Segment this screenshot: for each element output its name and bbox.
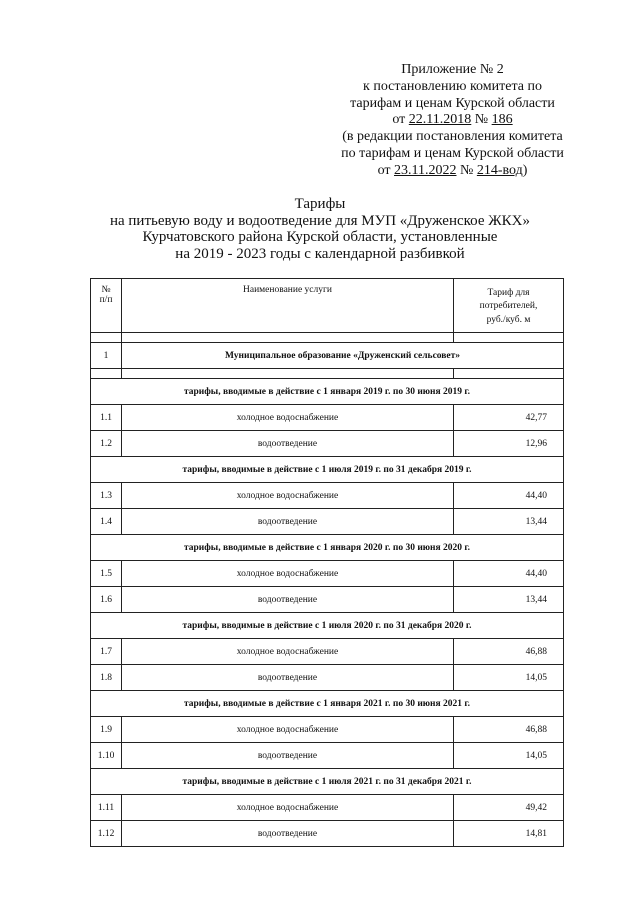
spacer-cell: [91, 333, 122, 343]
row-number: 1.5: [91, 561, 122, 587]
spacer-cell: [91, 369, 122, 379]
service-name: водоотведение: [122, 821, 454, 847]
table-row: [91, 639, 564, 665]
tariff-value: 46,88: [454, 639, 564, 665]
table-row: [91, 795, 564, 821]
col-header-tariff-l1: Тариф для: [487, 287, 530, 298]
tariff-value: 14,05: [454, 743, 564, 769]
tariff-value: 13,44: [454, 587, 564, 613]
tariff-value: 12,96: [454, 431, 564, 457]
edition-date: 23.11.2022: [394, 162, 457, 178]
table-row: [91, 665, 564, 691]
service-name: холодное водоснабжение: [122, 639, 454, 665]
col-header-tariff: [454, 279, 564, 333]
col-header-tariff-l2: потребителей,: [479, 301, 538, 312]
period-row: [91, 535, 564, 561]
spacer-cell: [122, 333, 454, 343]
row-number: 1.3: [91, 483, 122, 509]
appendix-number: Приложение № 2: [401, 62, 504, 77]
document-title: [60, 196, 580, 262]
title-line: на питьевую воду и водоотведение для МУП «Друженское ЖКХ»: [109, 212, 531, 229]
tariff-value: 46,88: [454, 717, 564, 743]
table-header-row: [91, 279, 564, 333]
date-prefix: от: [377, 162, 394, 178]
spacer-cell: [122, 369, 454, 379]
title-line: Курчатовского района Курской области, установленные: [142, 229, 498, 245]
spacer-cell: [454, 333, 564, 343]
period-row: [91, 613, 564, 639]
decree-number: 186: [491, 112, 513, 128]
row-number: 1.4: [91, 509, 122, 535]
row-number: 1.11: [91, 795, 122, 821]
tariff-value: 13,44: [454, 509, 564, 535]
municipality-name: Муниципальное образование «Друженский сельсовет»: [122, 343, 564, 369]
col-header-number-l1: №: [101, 285, 111, 295]
date-prefix: от: [392, 112, 409, 128]
appendix-ref-line: тарифам и ценам Курской области: [350, 95, 555, 111]
service-name: водоотведение: [122, 665, 454, 691]
service-name: водоотведение: [122, 587, 454, 613]
period-label: тарифы, вводимые в действие с 1 июля 2020 г. по 31 декабря 2020 г.: [91, 613, 564, 639]
service-name: холодное водоснабжение: [122, 483, 454, 509]
tariff-value: 44,40: [454, 561, 564, 587]
appendix-header: [310, 62, 595, 180]
col-header-tariff-l3: руб./куб. м: [486, 314, 531, 325]
table-row: [91, 509, 564, 535]
edition-number: 214-вод: [476, 162, 523, 178]
number-sign: №: [471, 112, 492, 128]
col-header-number: [91, 279, 122, 333]
period-label: тарифы, вводимые в действие с 1 января 2021 г. по 30 июня 2021 г.: [91, 691, 564, 717]
municipality-row: [91, 343, 564, 369]
row-number: 1.8: [91, 665, 122, 691]
tariff-value: 44,40: [454, 483, 564, 509]
spacer-cell: [454, 369, 564, 379]
service-name: холодное водоснабжение: [122, 405, 454, 431]
appendix-date-line: [310, 112, 595, 129]
period-row: [91, 769, 564, 795]
row-number: 1.2: [91, 431, 122, 457]
tariff-value: 49,42: [454, 795, 564, 821]
period-label: тарифы, вводимые в действие с 1 января 2020 г. по 30 июня 2020 г.: [91, 535, 564, 561]
table-row: [91, 561, 564, 587]
closing-paren: ): [522, 162, 528, 178]
municipality-number: 1: [91, 343, 122, 369]
row-number: 1.1: [91, 405, 122, 431]
edition-date-line: [310, 163, 595, 180]
title-line: на 2019 - 2023 годы с календарной разбивкой: [175, 245, 465, 262]
service-name: водоотведение: [122, 431, 454, 457]
table-row: [91, 405, 564, 431]
service-name: водоотведение: [122, 509, 454, 535]
table-row: [91, 743, 564, 769]
col-header-service: Наименование услуги: [122, 279, 454, 333]
tariff-value: 14,05: [454, 665, 564, 691]
period-row: [91, 691, 564, 717]
spacer-row: [91, 333, 564, 343]
period-label: тарифы, вводимые в действие с 1 июля 2021 г. по 31 декабря 2021 г.: [91, 769, 564, 795]
service-name: холодное водоснабжение: [122, 717, 454, 743]
tariff-value: 14,81: [454, 821, 564, 847]
table-row: [91, 821, 564, 847]
period-row: [91, 457, 564, 483]
table-row: [91, 483, 564, 509]
table-row: [91, 717, 564, 743]
tariff-table: [90, 278, 564, 847]
title-main: Тарифы: [294, 196, 346, 212]
row-number: 1.6: [91, 587, 122, 613]
number-sign: №: [456, 162, 477, 178]
table-row: [91, 431, 564, 457]
row-number: 1.7: [91, 639, 122, 665]
service-name: холодное водоснабжение: [122, 561, 454, 587]
period-label: тарифы, вводимые в действие с 1 января 2019 г. по 30 июня 2019 г.: [91, 379, 564, 405]
tariff-value: 42,77: [454, 405, 564, 431]
edition-line: (в редакции постановления комитета: [342, 129, 563, 145]
service-name: холодное водоснабжение: [122, 795, 454, 821]
period-label: тарифы, вводимые в действие с 1 июля 2019 г. по 31 декабря 2019 г.: [91, 457, 564, 483]
edition-line: по тарифам и ценам Курской области: [341, 145, 564, 161]
appendix-ref-line: к постановлению комитета по: [363, 78, 542, 94]
service-name: водоотведение: [122, 743, 454, 769]
table-row: [91, 587, 564, 613]
row-number: 1.12: [91, 821, 122, 847]
spacer-row: [91, 369, 564, 379]
row-number: 1.9: [91, 717, 122, 743]
decree-date: 22.11.2018: [408, 112, 472, 128]
period-row: [91, 379, 564, 405]
col-header-number-l2: п/п: [99, 295, 113, 305]
row-number: 1.10: [91, 743, 122, 769]
